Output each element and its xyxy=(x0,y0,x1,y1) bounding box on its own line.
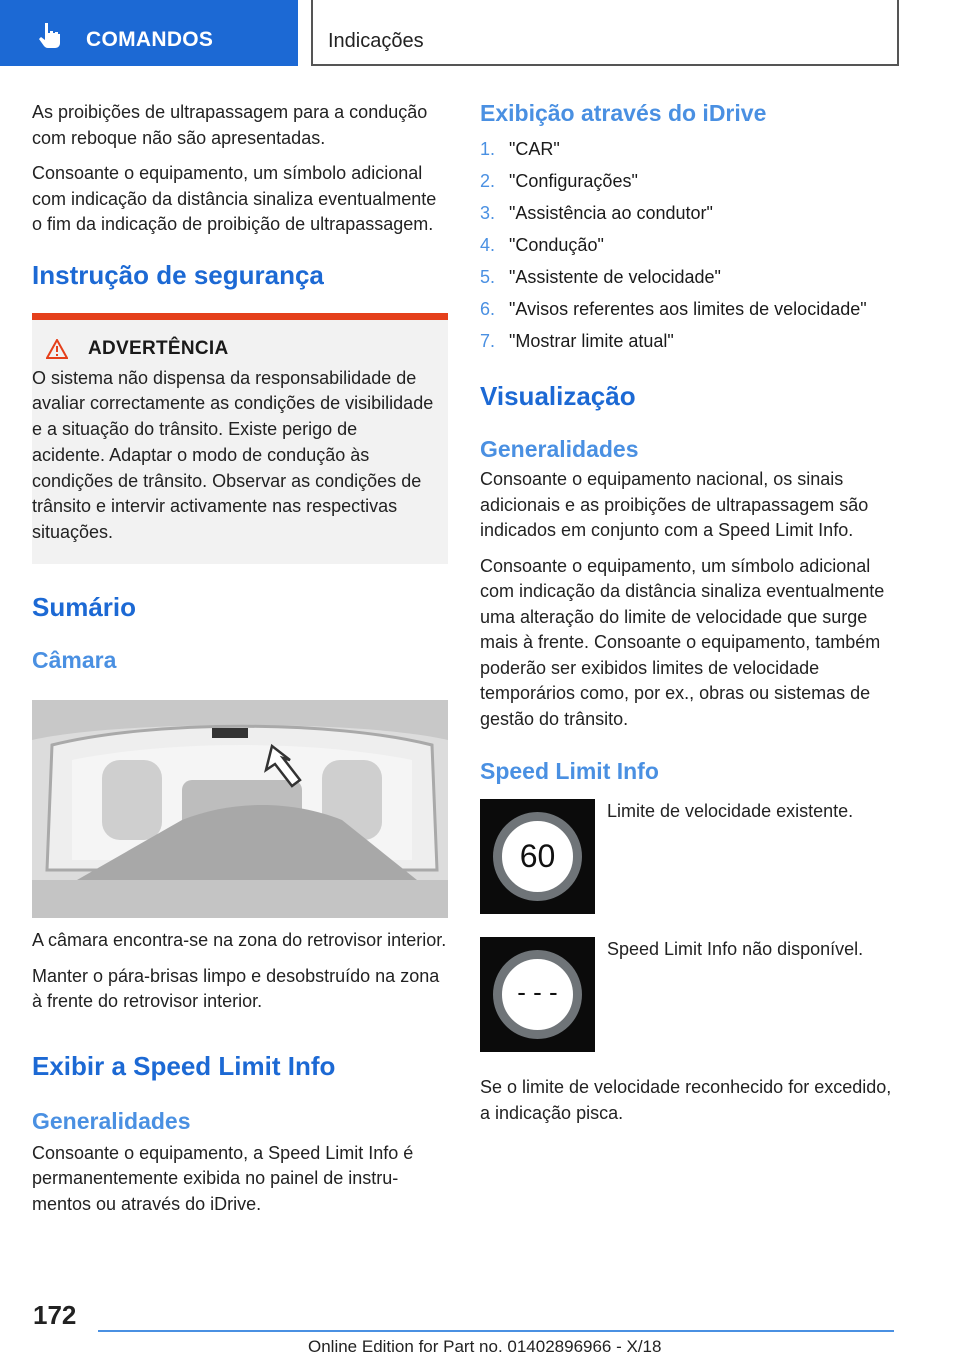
header-section-label: Indicações xyxy=(328,30,424,52)
list-item: 5. "Assistente de velocidade" xyxy=(480,267,721,287)
general-heading: Generalidades xyxy=(32,1107,191,1134)
header-tab-label: COMANDOS xyxy=(86,28,214,51)
idrive-heading: Exibição através do iDrive xyxy=(480,100,767,126)
warning-text: O sistema não dispensa da responsabilidade de avaliar correctamente as condições de visibilidade e a situação do trânsito. Existe perigo de acidente. Adaptar o modo de condução às condições de trânsito. Observar as condições de trânsito e intervir activamente nas respectivas situações. xyxy=(32,367,434,543)
general-heading: Generalidades xyxy=(480,436,639,462)
summary-heading: Sumário xyxy=(32,592,137,623)
list-item: 6. "Avisos referentes aos limites de velocidade" xyxy=(480,299,867,319)
steps-list xyxy=(480,133,900,357)
general-paragraph: Consoante o equipamento nacional, os sinais adicionais e as proibições de ultrapassagem são indicados em conjunto com a Speed Limit Info. xyxy=(480,469,869,540)
view-heading: Visualização xyxy=(480,381,636,411)
camera-heading: Câmara xyxy=(32,647,117,674)
blink-paragraph: Se o limite de velocidade reconhecido for excedido, a indicação pisca. xyxy=(480,1077,892,1123)
general-paragraph: Consoante o equipamento, a Speed Limit Info é permanentemente exibida no painel de instrumentos ou através do iDrive. xyxy=(32,1142,414,1214)
right-column xyxy=(480,100,900,1136)
warning-title-row xyxy=(32,338,434,360)
sign-description: Speed Limit Info não disponível. xyxy=(607,939,864,959)
header-tab[interactable] xyxy=(0,0,298,66)
show-heading: Exibir a Speed Limit Info xyxy=(32,1050,336,1081)
list-item: 4. "Condução" xyxy=(480,235,604,255)
speed-limit-unavailable-icon xyxy=(480,937,595,1052)
warning-triangle-icon xyxy=(46,339,68,359)
paragraph: Consoante o equipamento, um símbolo adicional com indicação da distância sinaliza eventualmente o fim da indicação de proibição de ultrapassagem. xyxy=(32,163,437,234)
speed-limit-60-icon xyxy=(480,799,595,914)
warning-title: ADVERTÊNCIA xyxy=(88,337,229,359)
safety-heading: Instrução de segurança xyxy=(32,259,324,290)
list-item: 1. "CAR" xyxy=(480,139,560,159)
svg-text:- - -: - - - xyxy=(517,977,558,1007)
sign-row xyxy=(480,937,900,1057)
list-item: 2. "Configurações" xyxy=(480,171,638,191)
footer-edition: Online Edition for Part no. 01402896966 - X/18 xyxy=(308,1337,662,1356)
left-column xyxy=(32,100,448,1227)
sign-row xyxy=(480,799,900,919)
footer-divider xyxy=(98,1330,894,1332)
sli-heading: Speed Limit Info xyxy=(480,758,659,784)
list-item: 7. "Mostrar limite atual" xyxy=(480,331,674,351)
camera-paragraph: A câmara encontra-se na zona do retrovisor interior. xyxy=(32,930,447,951)
warning-box xyxy=(32,313,448,565)
svg-text:60: 60 xyxy=(519,838,556,874)
car-interior-camera-image xyxy=(32,700,448,918)
hand-pointer-icon xyxy=(36,20,66,50)
paragraph: As proibições de ultrapassagem para a condução com reboque não são apresentadas. xyxy=(32,102,428,148)
page-number: 172 xyxy=(33,1300,77,1330)
general-paragraph: Consoante o equipamento, um símbolo adicional com indicação da distância sinaliza eventualmente uma alteração do limite de velocidade que surge mais à frente. Consoante o equipamento, também poderão ser exibidos limites de velocidade temporários como, por ex., obras ou sistemas de gestão do trânsito. xyxy=(480,555,885,729)
sign-description: Limite de velocidade existente. xyxy=(607,801,854,821)
list-item: 3. "Assistência ao condutor" xyxy=(480,203,713,223)
camera-paragraph: Manter o pára-brisas limpo e desobstruído na zona à frente do retrovisor interior. xyxy=(32,965,440,1012)
header-section xyxy=(311,0,899,66)
